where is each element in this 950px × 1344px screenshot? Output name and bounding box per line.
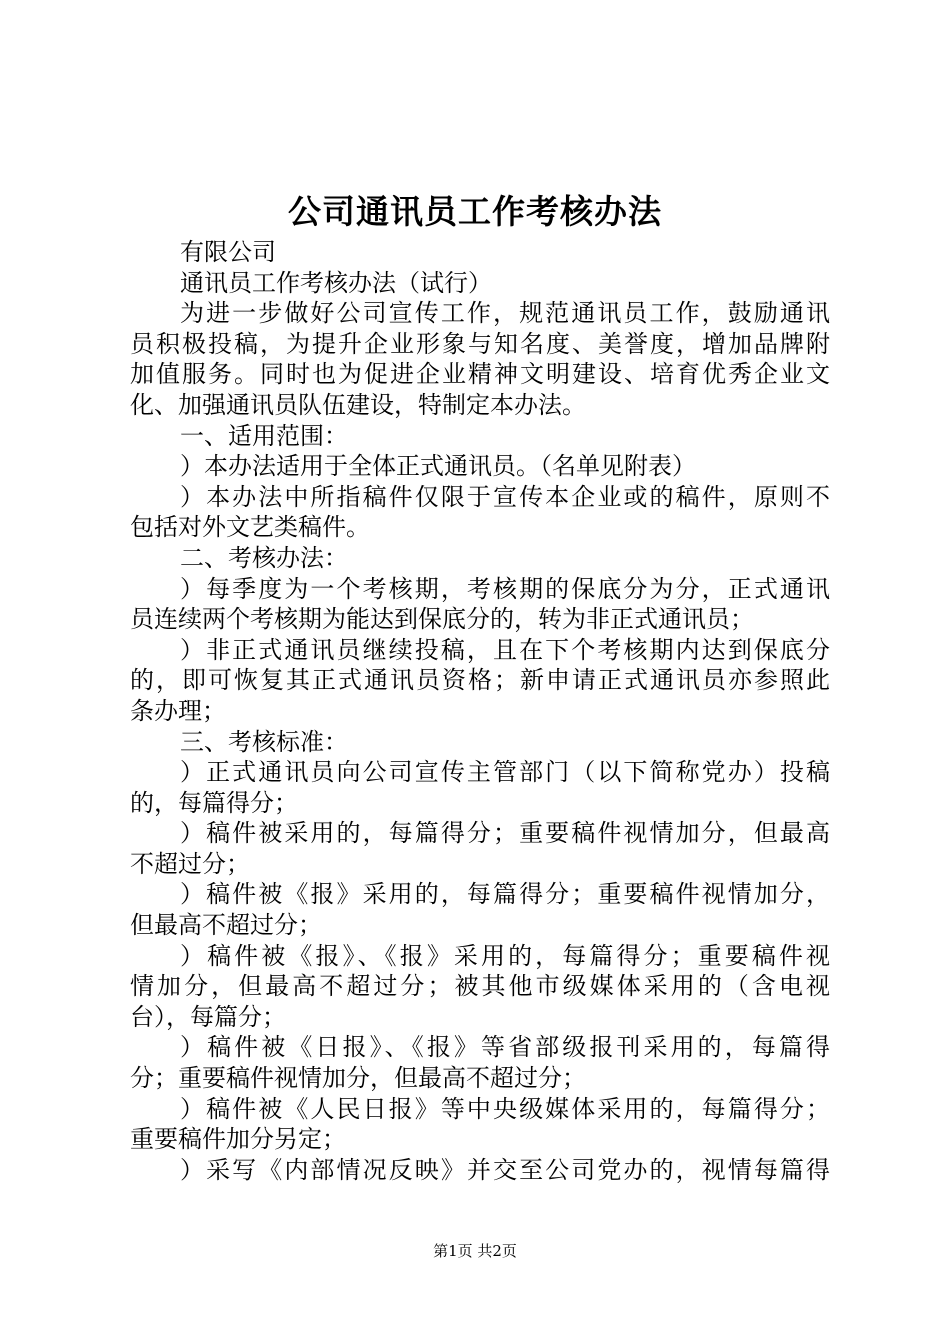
text-line: ）本办法适用于全体正式通讯员。（名单见附表）	[180, 452, 696, 481]
text-line: 为进一步做好公司宣传工作，规范通讯员工作，鼓励通讯	[180, 299, 830, 328]
text-line: ）稿件被采用的，每篇得分；重要稿件视情加分，但最高	[180, 819, 830, 848]
text-line: 有限公司	[180, 238, 276, 266]
text-line: ）稿件被《人民日报》等中央级媒体采用的，每篇得分；	[180, 1094, 830, 1123]
document-body	[130, 237, 830, 1185]
text-line: 三、考核标准：	[180, 727, 348, 756]
text-line: 员连续两个考核期为能达到保底分的，转为非正式通讯员；	[130, 605, 754, 634]
text-line: 分；重要稿件视情加分，但最高不超过分；	[130, 1064, 586, 1093]
text-line: ）本办法中所指稿件仅限于宣传本企业或的稿件，原则不	[180, 482, 830, 511]
page-footer: 第1页 共2页	[433, 1242, 517, 1260]
text-line: 二、考核办法：	[180, 543, 348, 572]
text-line: ）稿件被《日报》、《报》等省部级报刊采用的，每篇得	[180, 1033, 830, 1062]
text-line: ）稿件被《报》采用的，每篇得分；重要稿件视情加分，	[180, 880, 830, 909]
text-line: 台），每篇分；	[130, 1002, 286, 1031]
text-line: 不超过分；	[130, 849, 250, 878]
text-line: ）采写《内部情况反映》并交至公司党办的，视情每篇得	[180, 1155, 830, 1184]
text-line: 一、适用范围：	[180, 421, 348, 450]
text-line: 条办理；	[130, 696, 226, 725]
document-title: 公司通讯员工作考核办法	[288, 192, 662, 231]
text-line: ）非正式通讯员继续投稿，且在下个考核期内达到保底分	[180, 635, 830, 664]
text-line: 但最高不超过分；	[130, 911, 322, 940]
text-line: 情加分，但最高不超过分；被其他市级媒体采用的（含电视	[130, 972, 830, 1001]
text-line: 通讯员工作考核办法（试行）	[180, 268, 492, 297]
text-line: ）稿件被《报》、《报》采用的，每篇得分；重要稿件视	[180, 941, 830, 970]
text-line: 的，每篇得分；	[130, 788, 298, 817]
text-line: 化、加强通讯员队伍建设，特制定本办法。	[130, 390, 586, 419]
text-line: 重要稿件加分另定；	[130, 1125, 346, 1154]
text-line: 加值服务。同时也为促进企业精神文明建设、培育优秀企业文	[130, 360, 830, 389]
text-line: ）正式通讯员向公司宣传主管部门（以下简称党办）投稿	[180, 758, 830, 787]
text-line: 包括对外文艺类稿件。	[130, 513, 370, 542]
text-line: 的，即可恢复其正式通讯员资格；新申请正式通讯员亦参照此	[130, 666, 830, 695]
text-line: ）每季度为一个考核期，考核期的保底分为分，正式通讯	[180, 574, 830, 603]
text-line: 员积极投稿，为提升企业形象与知名度、美誉度，增加品牌附	[130, 329, 830, 358]
